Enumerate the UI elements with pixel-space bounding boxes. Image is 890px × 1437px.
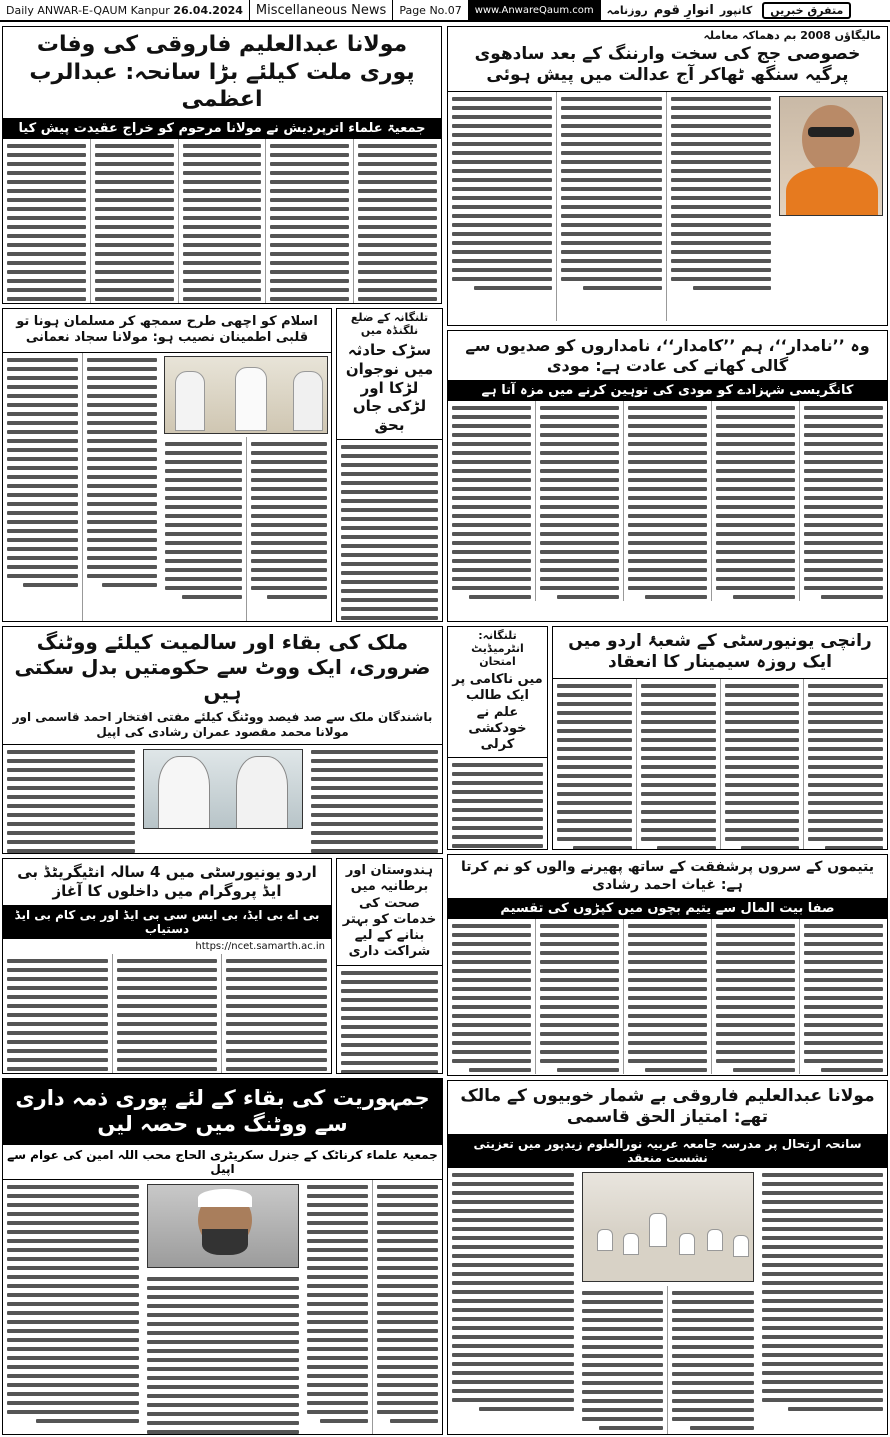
article-nomani-islam	[2, 308, 332, 622]
urdu-daily: روزنامہ	[606, 3, 648, 17]
article-headline: ہندوستان اور برطانیہ میں صحت کی خدمات کو بہتر بنانے کے لیے شراکت داری	[337, 859, 442, 966]
article-kicker: تلنگانہ کے ضلع نلگنڈہ میں	[350, 311, 429, 337]
article-modi-namdar	[447, 330, 888, 622]
article-body	[3, 139, 441, 305]
article-body	[337, 966, 442, 1075]
article-headline: میں ناکامی پر ایک طالب علم نے خودکشی کرلی	[448, 670, 547, 758]
article-subheadline: سانحہ ارتحال پر مدرسہ جامعہ عربیہ نورالعلوم زیدپور میں تعزیتی نشست منعقد	[448, 1134, 887, 1168]
article-india-uk-health	[336, 858, 443, 1074]
masthead	[0, 0, 890, 22]
article-body	[337, 440, 442, 622]
urdu-paper-name: انوارِ قوم	[653, 2, 714, 18]
article-body	[448, 919, 887, 1074]
urdu-city: کانپور	[719, 3, 753, 17]
admission-url[interactable]: https://ncet.samarth.ac.in	[195, 940, 325, 952]
secretary-portrait	[147, 1184, 299, 1268]
gathering-photo	[582, 1172, 754, 1282]
article-body	[3, 745, 442, 854]
clerics-photo	[143, 749, 303, 829]
article-headline: اردو یونیورسٹی میں 4 سالہ انٹیگریٹڈ بی ایڈ پروگرام میں داخلوں کا آغاز	[17, 863, 317, 900]
website-link[interactable]: www.AnwareQaum.com	[469, 0, 601, 20]
article-headline: وہ ’’نامدار‘‘، ہم ’’کامدار‘‘، نامداروں کو صدیوں سے گالی کھانے کی عادت ہے: مودی	[465, 336, 870, 375]
article-body	[448, 401, 887, 601]
page-number: Page No.07	[393, 0, 468, 20]
article-subheadline: جمعیۃ علماء اترپردیش نے مولانا مرحوم کو خراج عقیدت پیش کیا	[3, 118, 441, 139]
article-subheadline: صفا بیت المال سے یتیم بچوں میں کپڑوں کی تقسیم	[448, 898, 887, 919]
article-student-suicide	[447, 626, 548, 850]
article-ranchi-seminar	[552, 626, 888, 850]
article-subheadline: بی اے بی ایڈ، بی ایس سی بی ایڈ اور بی کام بی ایڈ دستیاب	[3, 905, 331, 939]
article-body	[3, 954, 331, 1075]
article-voting-appeal	[2, 626, 443, 854]
article-headline: رانچی یونیورسٹی کے شعبۂ اردو میں ایک روزہ سیمینار کا انعقاد	[553, 627, 887, 679]
paper-name-text: Daily ANWAR-E-QAUM Kanpur	[6, 3, 170, 17]
article-malegaon-case	[447, 26, 888, 326]
article-faruqi-condolence	[447, 1080, 888, 1435]
article-subheadline: کانگریسی شہزادے کو مودی کی توہین کرنے میں مزہ آتا ہے	[448, 380, 887, 401]
article-kicker: تلنگانہ: انٹرمیڈیٹ امتحان	[471, 629, 524, 668]
issue-date: 26.04.2024	[173, 3, 243, 17]
article-headline: مولانا عبدالعلیم فاروقی بے شمار خوبیوں کے مالک تھے: امتیاز الحق قاسمی	[460, 1086, 875, 1128]
article-headline: ملک کی بقاء اور سالمیت کیلئے ووٹنگ ضروری، ایک ووٹ سے حکومتیں بدل سکتی ہیں	[14, 630, 431, 704]
article-body	[3, 1180, 442, 1436]
article-urdu-university-bed	[2, 858, 332, 1074]
article-headline: اسلام کو اچھی طرح سمجھ کر مسلمان ہونا تو قلبی اطمینان نصیب ہو: مولانا سجاد نعمانی	[3, 309, 331, 353]
article-body	[553, 679, 887, 851]
article-headline: جمہوریت کی بقاء کے لئے پوری ذمہ داری سے ووٹنگ میں حصہ لیں	[3, 1079, 442, 1144]
article-body	[448, 1168, 887, 1436]
article-headline: سڑک حادثہ میں نوجوان لڑکا اور لڑکی جاں بحق	[337, 339, 442, 440]
article-orphans-clothes	[447, 854, 888, 1076]
urdu-section-label: متفرق خبریں	[762, 2, 851, 19]
article-headline: یتیموں کے سروں پرشفقت کے ساتھ پھیرنے والوں کو نم کرتا ہے: غیاث احمد رشادی	[460, 859, 875, 893]
article-body	[448, 758, 547, 850]
urdu-masthead	[601, 0, 890, 20]
article-subheadline: جمعیۃ علماء کرناٹک کے جنرل سکریٹری الحاج محب اللہ امین کی عوام سے اپیل	[3, 1144, 442, 1180]
article-kicker: مالیگاؤں 2008 بم دھماکہ معاملہ	[703, 29, 881, 42]
article-faruqi-tribute	[2, 26, 442, 304]
article-body	[3, 353, 331, 623]
article-body	[448, 91, 887, 321]
article-nalgonda-accident	[336, 308, 443, 622]
article-headline: مولانا عبدالعلیم فاروقی کی وفات پوری ملت کیلئے بڑا سانحہ: عبدالرب اعظمی	[29, 32, 415, 112]
section-name: Miscellaneous News	[250, 0, 393, 20]
article-democracy-voting	[2, 1078, 443, 1435]
paper-name	[0, 0, 250, 20]
scholars-photo	[164, 356, 328, 434]
article-headline: خصوصی جج کی سخت وارننگ کے بعد سادھوی پرگیہ سنگھ ٹھاکر آج عدالت میں پیش ہوئی	[474, 44, 861, 86]
article-subheadline: باشندگان ملک سے صد فیصد ووٹنگ کیلئے مفتی افتخار احمد قاسمی اور مولانا محمد مقصود عمران رشادی کی اپیل	[3, 708, 442, 745]
pragya-photo	[779, 96, 883, 216]
